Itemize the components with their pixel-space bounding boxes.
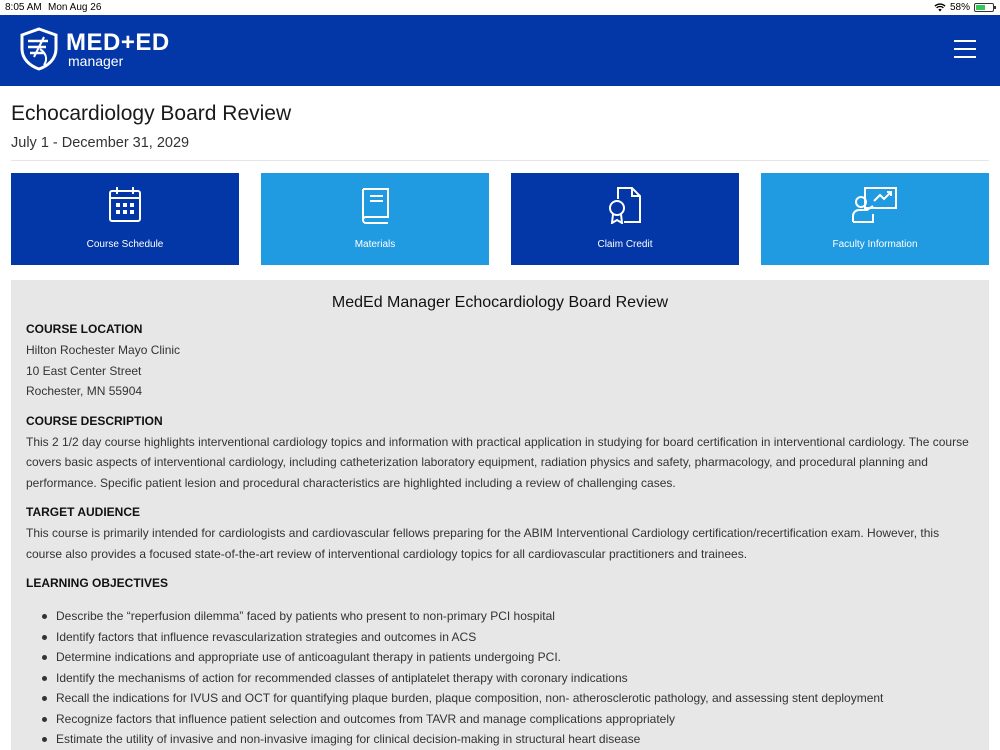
- tile-label: Claim Credit: [597, 239, 653, 250]
- presenter-icon: [851, 186, 899, 224]
- logo-sub-text: manager: [68, 52, 124, 69]
- logo-wordmark: [66, 28, 170, 69]
- list-item: Identify factors that influence revascularization strategies and outcomes in ACS: [40, 627, 974, 648]
- app-header: [0, 15, 1000, 86]
- target-audience-text: This course is primarily intended for cardiologists and cardiovascular fellows preparing for the ABIM Interventional Cardiology certification/recertification exam. However, this course also provides a focused state-of-the-art review of interventional cardiology topics for all cardiovascular practitioners and trainees.: [26, 526, 940, 561]
- location-line: Hilton Rochester Mayo Clinic: [26, 343, 181, 357]
- course-header: [11, 102, 989, 151]
- action-tiles: [11, 173, 989, 265]
- list-item: Recall the indications for IVUS and OCT for quantifying plaque burden, plaque composition, non- atherosclerotic pathology, and assessing stent deployment: [40, 688, 974, 709]
- list-item: Determine indications and appropriate use of anticoagulant therapy in patients undergoing PCI.: [40, 647, 974, 668]
- wifi-icon: [934, 3, 946, 12]
- status-time: 8:05 AM: [5, 2, 42, 13]
- tile-label: Faculty Information: [832, 239, 918, 250]
- faculty-information-tile[interactable]: [761, 173, 989, 265]
- location-line: Rochester, MN 55904: [26, 384, 143, 398]
- list-item: Recognize factors that influence patient selection and outcomes from TAVR and manage complications appropriately: [40, 709, 974, 730]
- course-description-heading: COURSE DESCRIPTION: [26, 413, 163, 428]
- course-description-text: This 2 1/2 day course highlights interventional cardiology topics and information with practical application in studying for board certification in interventional cardiology. The course covers basic aspects of interventional cardiology, including catheterization laboratory equipment, radiation physics and safety, pharmacology, and procedural planning and performance. Specific patient lesion and procedural characteristics are highlighted including a review of challenging cases.: [26, 434, 969, 490]
- divider: [11, 160, 989, 161]
- book-icon: [358, 186, 392, 224]
- battery-icon: [974, 3, 994, 12]
- hamburger-menu-icon[interactable]: [954, 40, 976, 60]
- calendar-icon: [108, 186, 142, 224]
- tile-label: Materials: [354, 239, 396, 250]
- shield-logo-icon: [18, 27, 60, 71]
- list-item: Identify the mechanisms of action for recommended classes of antiplatelet therapy with coronary indications: [40, 668, 974, 689]
- claim-credit-tile[interactable]: [511, 173, 739, 265]
- materials-tile[interactable]: [261, 173, 489, 265]
- details-heading: MedEd Manager Echocardiology Board Review: [331, 294, 669, 311]
- course-schedule-tile[interactable]: [11, 173, 239, 265]
- page-title: Echocardiology Board Review: [11, 102, 292, 125]
- certificate-icon: [606, 186, 644, 224]
- list-item: Describe the “reperfusion dilemma” faced by patients who present to non-primary PCI hospital: [40, 606, 974, 627]
- status-bar: [0, 0, 1000, 15]
- target-audience-heading: TARGET AUDIENCE: [26, 505, 140, 519]
- list-item: Estimate the utility of invasive and non-invasive imaging for clinical decision-making in structural heart disease: [40, 729, 974, 750]
- logo-main-text: MED+ED: [66, 28, 170, 56]
- learning-objectives-heading: LEARNING OBJECTIVES: [26, 576, 169, 590]
- course-details-panel: [11, 280, 989, 750]
- status-indicators: [934, 2, 994, 13]
- learning-objectives-list: [40, 606, 974, 750]
- tile-label: Course Schedule: [86, 239, 164, 250]
- app-logo[interactable]: [18, 27, 170, 71]
- course-location-heading: COURSE LOCATION: [26, 322, 143, 336]
- battery-percent: 58%: [949, 2, 970, 13]
- course-dates: July 1 - December 31, 2029: [11, 135, 190, 151]
- status-date: Mon Aug 26: [48, 2, 102, 13]
- location-line: 10 East Center Street: [26, 363, 142, 378]
